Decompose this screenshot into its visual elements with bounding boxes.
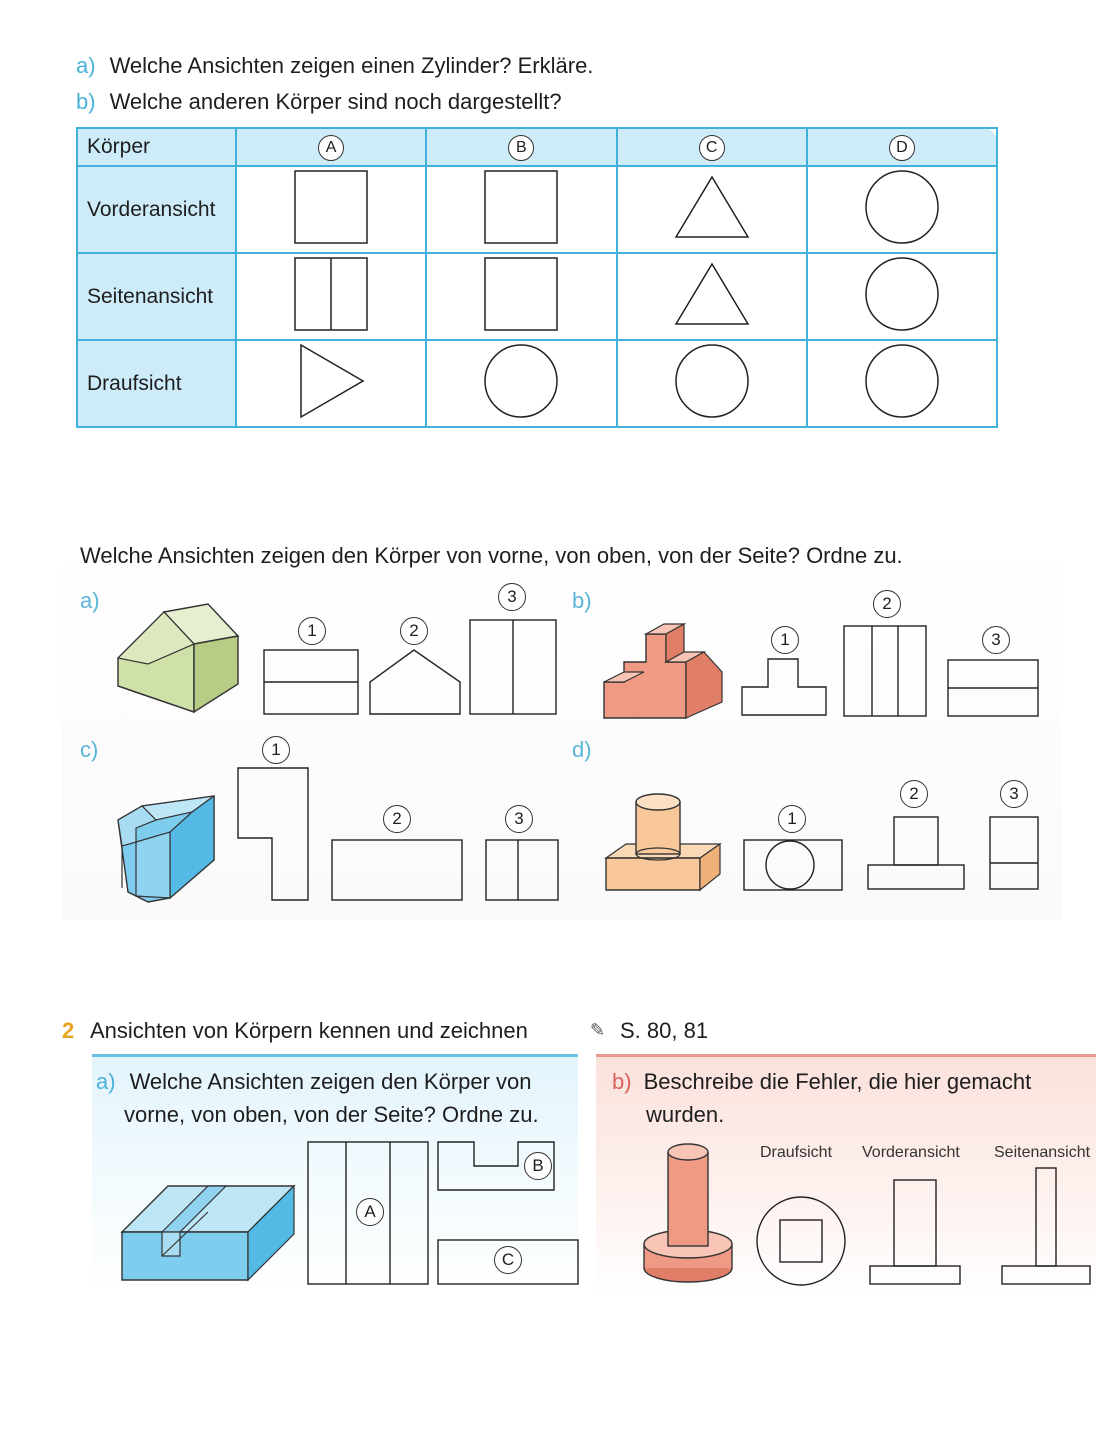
exercise-question: Welche Ansichten zeigen den Körper von vorne, von oben, von der Seite? Ordne zu.	[80, 543, 903, 568]
task-b-text-1: Beschreibe die Fehler, die hier gemacht	[643, 1069, 1032, 1094]
split-square-shape	[291, 254, 371, 334]
row-label: Vorderansicht	[77, 166, 236, 253]
circle-shape	[481, 341, 561, 421]
question-a	[76, 52, 593, 80]
part-b-label: b)	[572, 588, 592, 613]
view-2	[368, 646, 462, 716]
blue-solid	[114, 792, 218, 904]
view-2	[866, 815, 966, 891]
view-1	[742, 838, 844, 892]
house-solid	[112, 600, 244, 720]
circle-shape	[672, 341, 752, 421]
header-col-c	[617, 128, 807, 166]
col-label: D	[889, 135, 915, 161]
cell	[236, 166, 426, 253]
front-view	[868, 1176, 962, 1286]
table-row	[77, 340, 997, 427]
views-table	[76, 127, 998, 428]
number-3: 3	[982, 626, 1010, 654]
pin-solid	[640, 1138, 740, 1286]
cell	[236, 253, 426, 340]
number-3: 3	[498, 583, 526, 611]
cell	[426, 253, 616, 340]
question-b	[76, 88, 562, 116]
cell	[617, 253, 807, 340]
label-b: b)	[76, 89, 96, 114]
part-d-label: d)	[572, 737, 592, 762]
cylinder-slab-solid	[604, 790, 722, 894]
pencil-icon: ✎	[590, 1020, 606, 1040]
task-b-line1	[612, 1068, 1031, 1096]
view-1	[236, 766, 312, 902]
cell	[617, 166, 807, 253]
view-3	[484, 838, 560, 902]
page-reference: S. 80, 81	[620, 1018, 709, 1043]
number-1: 1	[262, 736, 290, 764]
number-1: 1	[771, 626, 799, 654]
letter-b: B	[524, 1152, 552, 1180]
table-row	[77, 253, 997, 340]
number-3: 3	[1000, 780, 1028, 808]
square-shape	[481, 254, 561, 334]
view-1	[262, 648, 360, 716]
number-2: 2	[383, 805, 411, 833]
view-label-top: Draufsicht	[760, 1144, 833, 1161]
number-1: 1	[298, 617, 326, 645]
triangle-right-shape	[291, 341, 371, 421]
task-b-text-2: wurden.	[646, 1102, 725, 1127]
number-1: 1	[778, 805, 806, 833]
cell	[426, 166, 616, 253]
square-shape	[481, 167, 561, 247]
number-3: 3	[505, 805, 533, 833]
table-header-row	[77, 128, 997, 166]
cell	[807, 253, 997, 340]
stair-solid	[600, 622, 726, 720]
view-2	[842, 624, 928, 718]
header-corner: Körper	[77, 128, 236, 166]
task-number: 2	[62, 1018, 75, 1043]
number-2: 2	[873, 590, 901, 618]
view-3	[468, 618, 558, 716]
part-c-label: c)	[80, 737, 99, 762]
table-row	[77, 166, 997, 253]
letter-c: C	[494, 1246, 522, 1274]
header-col-a	[236, 128, 426, 166]
header-col-d	[807, 128, 997, 166]
label-b: b)	[612, 1069, 632, 1094]
letter-a: A	[356, 1198, 384, 1226]
cell	[807, 166, 997, 253]
cell	[807, 340, 997, 427]
top-view	[754, 1194, 848, 1288]
cell	[617, 340, 807, 427]
number-2: 2	[900, 780, 928, 808]
question-a-text: Welche Ansichten zeigen einen Zylinder? Erkläre.	[109, 53, 594, 78]
triangle-shape	[672, 171, 752, 243]
view-3	[946, 658, 1040, 718]
task-a-text-1: Welche Ansichten zeigen den Körper von	[129, 1069, 532, 1094]
circle-shape	[862, 167, 942, 247]
triangle-shape	[672, 258, 752, 330]
view-1	[740, 657, 828, 717]
col-label: B	[508, 135, 534, 161]
side-view	[1000, 1164, 1094, 1286]
question-b-text: Welche anderen Körper sind noch dargestellt?	[109, 89, 562, 114]
part-a-label: a)	[80, 588, 100, 613]
view-label-side: Seitenansicht	[994, 1144, 1091, 1161]
circle-shape	[862, 254, 942, 334]
col-label: C	[699, 135, 725, 161]
row-label: Draufsicht	[77, 340, 236, 427]
grooved-solid	[118, 1172, 302, 1284]
view-3	[988, 815, 1040, 891]
circle-shape	[862, 341, 942, 421]
header-col-b	[426, 128, 616, 166]
label-a: a)	[96, 1069, 116, 1094]
view-label-front: Vorderansicht	[862, 1144, 960, 1161]
square-shape	[291, 167, 371, 247]
number-2: 2	[400, 617, 428, 645]
task-title: Ansichten von Körpern kennen und zeichnen	[90, 1018, 528, 1043]
task-a-line1	[96, 1068, 532, 1096]
view-2	[330, 838, 464, 902]
task-a-text-2: vorne, von oben, von der Seite? Ordne zu.	[124, 1102, 539, 1127]
col-label: A	[318, 135, 344, 161]
row-label: Seitenansicht	[77, 253, 236, 340]
cell	[236, 340, 426, 427]
label-a: a)	[76, 53, 96, 78]
cell	[426, 340, 616, 427]
